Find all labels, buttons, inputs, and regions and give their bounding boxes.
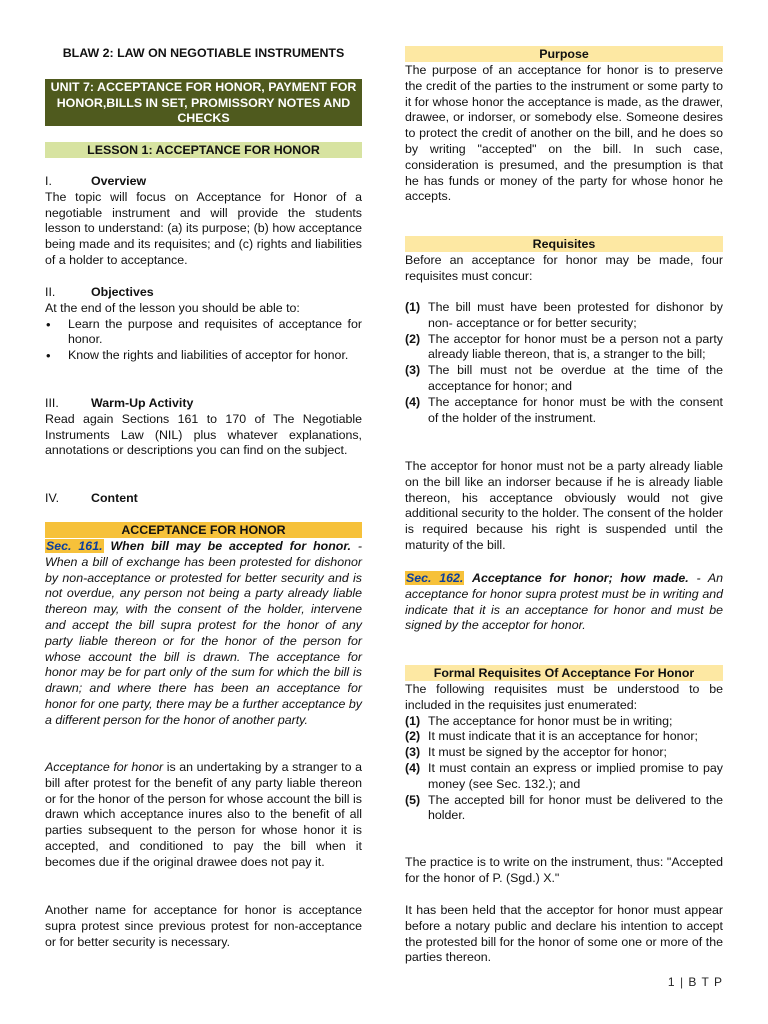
purpose-block [405,63,723,205]
objectives-section [45,285,362,364]
requisites-list-block [405,300,723,426]
sec162-block [405,571,723,634]
requisites-intro: Before an acceptance for honor may be made, four requisites must concur: [405,253,723,283]
objectives-intro: At the end of the lesson you should be able to: [45,300,300,315]
held-text: It has been held that the acceptor for honor must appear before a notary public and declare his intention to accept the protested bill for the honor of some one or more of the parties thereon. [405,903,723,965]
sec162-text: An acceptance for honor supra protest must be in writing and indicate that it is an acceptance for honor and must be signed by the acceptor for honor. [405,571,723,633]
objectives-heading-text: Objectives [91,285,154,299]
requisites-block [405,253,723,285]
formal-item [405,793,723,825]
formal-item [405,761,723,793]
overview-text: The topic will focus on Acceptance for Honor of a negotiable instrument and will provide the students lesson to understand: (a) its purpose; (b) how acceptance being made and its requisites; and (c) rights and liabilities of a holder to acceptance. [45,189,362,267]
formal-text: It must be signed by the acceptor for honor; [428,745,667,760]
definition-text: is an undertaking by a stranger to a bill after protest for the benefit of any party liable thereon or for the honor of the person for whose account the bill is drawn which acceptance inures also to the benefit of all parties subsequent to the person for whose honor it is accepted, and conditioned to pay the bill when it becomes due if the original drawee does not pay it. [45,760,362,869]
warmup-heading [45,396,362,412]
warmup-section [45,396,362,459]
requisite-item [405,332,723,364]
requisite-text: The acceptor for honor must be a person not a party already liable thereon, that is, a stranger to the bill; [428,331,723,362]
warmup-heading-text: Warm-Up Activity [91,396,194,410]
formal-item [405,729,723,745]
requisites-list [405,300,723,426]
requisites-after-block [405,459,723,554]
definition-block [45,760,362,871]
requisite-text: The acceptance for honor must be with the consent of the holder of the instrument. [428,394,723,425]
objectives-heading [45,285,362,301]
formal-number: (3) [405,745,421,760]
content-number: IV. [45,491,60,505]
formal-text: It must indicate that it is an acceptance for honor; [428,729,698,744]
footer-initials: B T P [688,975,723,989]
overview-number: I. [45,174,52,188]
requisite-number: (1) [405,300,421,314]
sec162-title: Acceptance for honor; how made. [472,571,689,585]
practice-block [405,855,723,887]
formal-text: The acceptance for honor must be in writing; [428,713,673,728]
requisites-bar: Requisites [405,236,723,252]
requisite-item [405,300,723,332]
requisite-number: (2) [405,331,421,346]
requisite-item [405,395,723,427]
unit-title-box: UNIT 7: ACCEPTANCE FOR HONOR, PAYMENT FOR HONOR,BILLS IN SET, PROMISSORY NOTES AND CHECKS [45,79,362,126]
sec161-text: When a bill of exchange has been protested for dishonor by non-acceptance or protested for better security and is not overdue, any person not being a party already liable thereon may, with the consent of the holder, intervene and accept the bill supra protest for the honor of any party liable thereon or for the honor of the person for whose account the bill is drawn. The acceptance for honor may be for part only of the sum for which the bill is drawn; and where there has been an acceptance for honor for one party, there may be a further acceptance by a different person for the honor of another party. [45,554,362,727]
sec161-dash: - [350,539,362,553]
content-heading [45,491,362,507]
requisite-item [405,363,723,395]
another-name-block [45,903,362,950]
requisite-text: The bill must have been protested for dishonor by non- acceptance or for better security; [428,300,723,330]
requisite-number: (4) [405,394,421,409]
sec161-label: Sec. 161. [46,539,103,553]
lesson-title-bar: LESSON 1: ACCEPTANCE FOR HONOR [45,142,362,158]
formal-number: (4) [405,760,421,775]
sec162-label: Sec. 162. [406,571,464,585]
formal-text: It must contain an express or implied promise to pay money (see Sec. 132.); and [428,760,723,791]
acceptance-for-honor-bar: ACCEPTANCE FOR HONOR [45,522,362,538]
practice-text: The practice is to write on the instrument, thus: "Accepted for the honor of P. (Sgd.) X." [405,855,723,885]
document-title: BLAW 2: LAW ON NEGOTIABLE INSTRUMENTS [62,46,345,60]
formal-requisites-bar: Formal Requisites Of Acceptance For Honor [405,665,723,681]
purpose-bar: Purpose [405,46,723,62]
sec162-dash: - [688,571,701,585]
formal-text: The accepted bill for honor must be delivered to the holder. [428,792,723,823]
content-heading-text: Content [91,491,138,505]
page-footer [560,975,723,991]
overview-heading-text: Overview [91,174,147,188]
sec161-title: When bill may be accepted for honor. [110,539,351,553]
requisite-number: (3) [405,363,421,378]
formal-block [405,682,723,824]
definition-term: Acceptance for honor [45,760,164,774]
formal-number: (5) [405,792,421,807]
warmup-number: III. [45,396,59,410]
formal-number: (2) [405,729,421,744]
formal-number: (1) [405,713,421,728]
another-name-text: Another name for acceptance for honor is acceptance supra protest since previous protest for non-acceptance or for better security is necessary. [45,903,362,949]
objective-item: • Know the rights and liabilities of acceptor for honor. [45,348,362,364]
formal-item [405,745,723,761]
content-section [45,491,362,507]
held-block [405,903,723,966]
formal-item [405,714,723,730]
sec161-block [45,539,362,729]
formal-list [405,714,723,825]
footer-separator: | [679,975,685,989]
warmup-text: Read again Sections 161 to 170 of The Negotiable Instruments Law (NIL) plus whatever explanations, annotations or descriptions you can find on the subject. [45,411,362,458]
requisites-after-text: The acceptor for honor must not be a party already liable on the bill like an indorser because if he is already liable thereon, his acceptance obviously would not give additional security to the holder. The consent of the holder is required because his right is suspended until the maturity of the bill. [405,459,724,552]
objectives-number: II. [45,285,56,299]
objective-item: • Learn the purpose and requisites of acceptance for honor. [45,317,362,349]
formal-intro: The following requisites must be understood to be included in the requisites just enumerated: [405,682,723,712]
overview-section [45,174,362,269]
objectives-list [45,317,362,364]
sec161-paragraph [45,539,362,729]
sec162-paragraph [405,571,723,634]
page-number: 1 [667,975,676,989]
requisite-text: The bill must not be overdue at the time of the acceptance for honor; and [428,363,723,393]
definition-paragraph [45,760,362,871]
purpose-text: The purpose of an acceptance for honor is to preserve the credit of the parties to the instrument or some party to it for whose honor the acceptance is made, as the drawer, drawee, or indorser, or somebody else. Someone desires to protect the credit of another on the bill, and he does so by writing "accepted" on the bill. In such case, consideration is presumed, and the presumption is that he has funds or money of the party for whose honor he accepts. [405,63,723,204]
overview-heading [45,174,362,190]
